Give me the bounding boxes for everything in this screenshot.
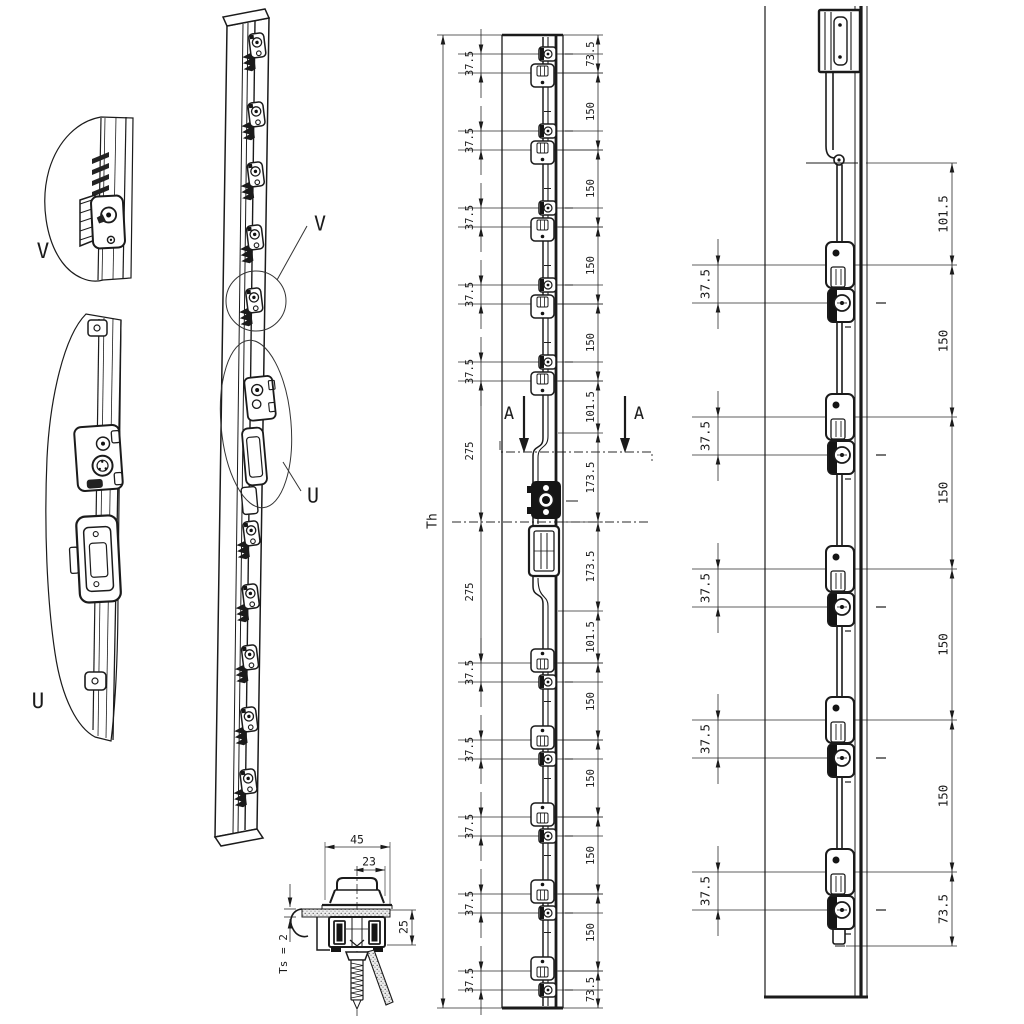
chain-dim-label: 173.5 [585,550,597,583]
dim-label-37-5: 37.5 [464,967,476,994]
chain-dim-label: 150 [585,102,597,121]
chain-dim-label: 150 [585,923,597,942]
dim-label-37-5: 37.5 [697,268,713,300]
chain-dim-label: 150 [585,333,597,352]
section-letter: A [633,404,645,424]
chain-dim-label: 73.5 [585,976,597,1003]
dim-label-37-5: 37.5 [464,813,476,840]
overall-height-label: Th [425,513,441,529]
dim-label-275: 275 [464,441,476,461]
dim-label-23: 23 [362,854,376,869]
dim-label-37-5: 37.5 [464,358,476,385]
dim-label-45: 45 [350,832,364,847]
detail-u-label: U [31,689,45,713]
chain-dim-label: 150 [585,692,597,711]
chain-dim-label: 73.5 [935,893,951,925]
chain-dim-label: 150 [585,179,597,198]
dim-label-ts: Ts = 2 [277,934,290,974]
chain-dim-label: 150 [935,633,951,656]
callout-v-label: V [314,211,327,236]
dim-label-37-5: 37.5 [697,572,713,604]
dim-label-37-5: 37.5 [464,659,476,686]
dim-label-37-5: 37.5 [697,875,713,907]
dim-label-275: 275 [464,582,476,602]
dim-label-25: 25 [396,920,411,934]
section-letter: A [503,404,515,424]
chain-dim-label: 101.5 [935,195,951,233]
chain-dim-label: 101.5 [585,391,597,423]
dim-label-37-5: 37.5 [464,127,476,154]
dim-label-37-5: 37.5 [697,420,713,452]
callout-u-label: U [307,483,320,508]
chain-dim-label: 73.5 [585,41,597,67]
chain-dim-label: 150 [585,769,597,788]
dim-label-37-5: 37.5 [464,281,476,308]
chain-dim-label: 150 [935,329,951,353]
dim-label-37-5: 37.5 [464,736,476,763]
detail-v-label: V [36,239,50,263]
dim-label-37-5: 37.5 [464,50,476,77]
dim-label-37-5: 37.5 [464,890,476,917]
dim-label-37-5: 37.5 [464,204,476,231]
chain-dim-label: 150 [935,481,951,505]
dim-label-37-5: 37.5 [697,723,713,755]
chain-dim-label: 150 [585,256,597,275]
chain-dim-label: 150 [585,846,597,865]
chain-dim-label: 173.5 [585,461,597,494]
chain-dim-label: 101.5 [585,621,597,653]
chain-dim-label: 150 [935,784,951,808]
